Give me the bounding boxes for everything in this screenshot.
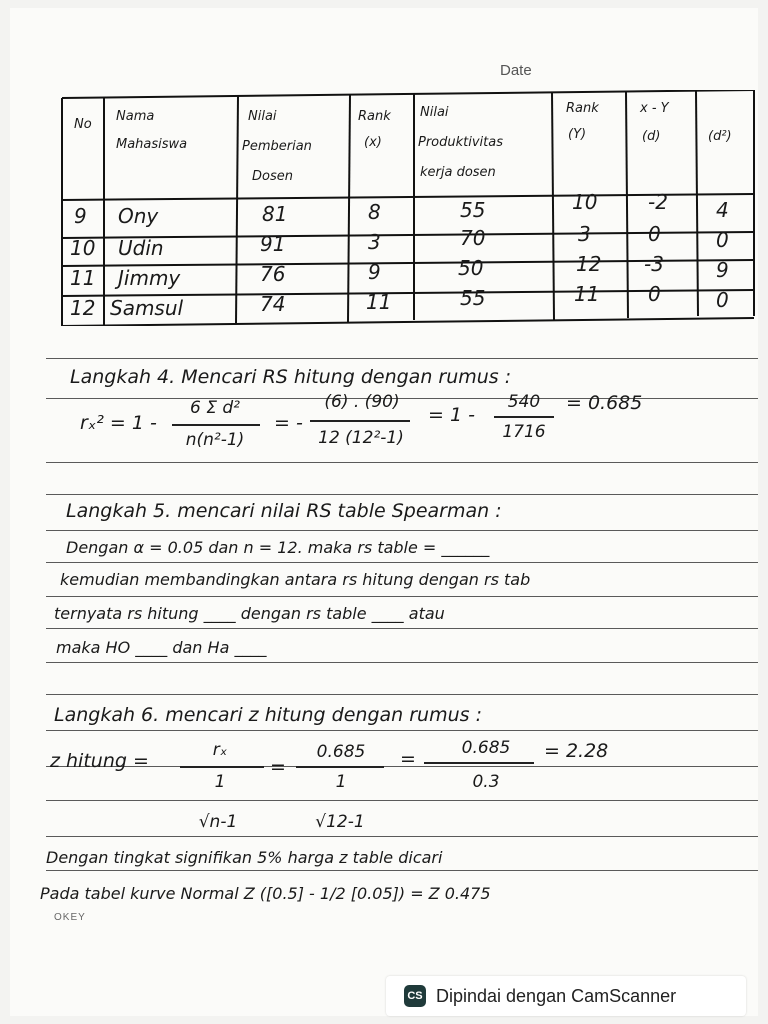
ruled-line bbox=[46, 562, 758, 563]
row3-nilai: 76 bbox=[260, 262, 286, 286]
header-prod-2: Produktivitas bbox=[418, 135, 504, 150]
step4-frac2-den: 12 (12²-1) bbox=[318, 428, 404, 448]
row3-no: 11 bbox=[70, 266, 96, 290]
header-ranky-2: (Y) bbox=[568, 127, 587, 142]
ruled-line bbox=[46, 800, 758, 801]
row1-prod: 55 bbox=[460, 198, 486, 222]
header-nilai-2: Pemberian bbox=[242, 139, 312, 154]
header-prod-1: Nilai bbox=[420, 105, 449, 120]
step6-line-after2: Pada tabel kurve Normal Z ([0.5] - 1/2 [0.05]) = Z 0.475 bbox=[40, 884, 491, 903]
step6-frac2-num: 0.685 bbox=[316, 742, 366, 762]
step6-frac1-root: √n-1 bbox=[198, 812, 238, 832]
step4-frac1-den: n(n²-1) bbox=[185, 430, 245, 450]
step6-result: = 2.28 bbox=[544, 740, 609, 762]
row1-ranky: 10 bbox=[572, 190, 598, 214]
row3-d: -3 bbox=[644, 252, 664, 276]
row1-nilai: 81 bbox=[262, 202, 288, 226]
row1-d2: 4 bbox=[716, 198, 729, 222]
step6-title: Langkah 6. mencari z hitung dengan rumus : bbox=[54, 704, 482, 726]
row4-nilai: 74 bbox=[260, 292, 286, 316]
step5-line2: Dengan α = 0.05 dan n = 12. maka rs table = ______ bbox=[66, 538, 490, 557]
header-no: No bbox=[74, 117, 92, 132]
ruled-line bbox=[46, 596, 758, 597]
row3-ranky: 12 bbox=[576, 252, 602, 276]
step6-frac2-den: 1 bbox=[335, 772, 347, 792]
step6-lhs: z hitung = bbox=[50, 750, 149, 772]
header-xy-1: x - Y bbox=[640, 101, 669, 116]
camscanner-text: Dipindai dengan CamScanner bbox=[436, 985, 677, 1006]
header-nilai-3: Dosen bbox=[252, 169, 293, 184]
step4-frac1-num: 6 Σ d² bbox=[190, 398, 240, 418]
step6-frac1-bar bbox=[180, 766, 264, 768]
row2-d: 0 bbox=[648, 222, 661, 246]
header-xy-2: (d) bbox=[642, 129, 661, 144]
ruled-line bbox=[46, 730, 758, 731]
camscanner-logo-icon: CS bbox=[404, 985, 426, 1007]
row4-ranky: 11 bbox=[574, 282, 600, 306]
step4-frac2-num: (6) . (90) bbox=[324, 392, 400, 412]
row2-ranky: 3 bbox=[578, 222, 591, 246]
step4-frac1-bar bbox=[172, 424, 260, 426]
ruled-line bbox=[46, 358, 758, 359]
step6-frac3-den: 0.3 bbox=[472, 772, 500, 792]
ruled-line bbox=[46, 530, 758, 531]
header-nama-2: Mahasiswa bbox=[116, 137, 188, 152]
step6-frac3-num: 0.685 bbox=[461, 738, 511, 758]
notebook-brand: OKEY bbox=[54, 912, 86, 923]
row3-d2: 9 bbox=[716, 258, 729, 282]
step6-frac1-den: 1 bbox=[214, 772, 226, 792]
row1-rankx: 8 bbox=[368, 200, 381, 224]
step4-eq1: = - bbox=[274, 412, 303, 434]
step6-frac2-bar bbox=[296, 766, 384, 768]
row1-no: 9 bbox=[74, 204, 87, 228]
row2-nilai: 91 bbox=[260, 232, 286, 256]
header-rankx-1: Rank bbox=[358, 109, 391, 124]
ruled-line bbox=[46, 694, 758, 695]
step6-frac3-bar bbox=[424, 762, 534, 764]
row3-prod: 50 bbox=[458, 256, 484, 280]
step5-line1: Langkah 5. mencari nilai RS table Spearman : bbox=[66, 500, 502, 522]
step5-line5: maka HO ____ dan Ha ____ bbox=[56, 638, 267, 657]
row4-prod: 55 bbox=[460, 286, 486, 310]
row2-nama: Udin bbox=[118, 236, 164, 260]
step4-frac3-num: 540 bbox=[507, 392, 541, 412]
ruled-line bbox=[46, 462, 758, 463]
step6-eq1: = bbox=[270, 756, 286, 778]
step5-line3: kemudian membandingkan antara rs hitung dengan rs tab bbox=[60, 570, 531, 589]
step4-frac3-den: 1716 bbox=[502, 422, 546, 442]
row4-nama: Samsul bbox=[110, 296, 184, 320]
spearman-table bbox=[60, 90, 756, 326]
header-nama-1: Nama bbox=[116, 109, 155, 124]
row1-nama: Ony bbox=[118, 204, 159, 228]
row4-d2: 0 bbox=[716, 288, 729, 312]
step5-line4: ternyata rs hitung ____ dengan rs table ____ atau bbox=[54, 604, 445, 623]
step6-eq2: = bbox=[400, 748, 416, 770]
date-label: Date bbox=[500, 62, 532, 79]
header-rankx-2: (x) bbox=[364, 135, 382, 150]
header-ranky-1: Rank bbox=[566, 101, 599, 116]
step4-lhs: rₓ² = 1 - bbox=[80, 412, 157, 434]
header-nilai-1: Nilai bbox=[248, 109, 277, 124]
header-d2: (d²) bbox=[708, 129, 732, 144]
row3-nama: Jimmy bbox=[118, 266, 181, 290]
step4-result: = 0.685 bbox=[566, 392, 643, 414]
step4-eq2: = 1 - bbox=[428, 404, 475, 426]
step6-line-after1: Dengan tingkat signifikan 5% harga z table dicari bbox=[46, 848, 443, 867]
row3-rankx: 9 bbox=[368, 260, 381, 284]
step4-frac3-bar bbox=[494, 416, 554, 418]
row2-d2: 0 bbox=[716, 228, 729, 252]
row2-prod: 70 bbox=[460, 226, 486, 250]
row4-no: 12 bbox=[70, 296, 96, 320]
row2-rankx: 3 bbox=[368, 230, 381, 254]
ruled-line bbox=[46, 662, 758, 663]
header-prod-3: kerja dosen bbox=[420, 165, 496, 180]
ruled-line bbox=[46, 628, 758, 629]
row2-no: 10 bbox=[70, 236, 96, 260]
row4-d: 0 bbox=[648, 282, 661, 306]
step4-title: Langkah 4. Mencari RS hitung dengan rumus : bbox=[70, 366, 512, 388]
ruled-line bbox=[46, 870, 758, 871]
step6-frac2-root: √12-1 bbox=[315, 812, 365, 832]
ruled-line bbox=[46, 836, 758, 837]
row4-rankx: 11 bbox=[366, 290, 392, 314]
step4-frac2-bar bbox=[310, 420, 410, 422]
camscanner-watermark bbox=[386, 976, 746, 1016]
ruled-line bbox=[46, 494, 758, 495]
step6-frac1-num: rₓ bbox=[212, 740, 228, 760]
row1-d: -2 bbox=[648, 190, 668, 214]
